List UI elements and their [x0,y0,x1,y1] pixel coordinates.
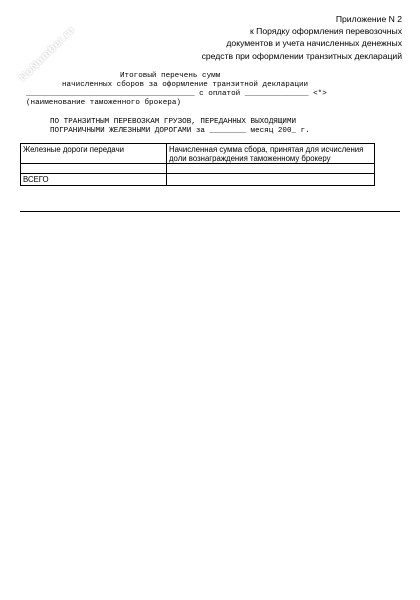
form-subtitle-line-1: ПО ТРАНЗИТНЫМ ПЕРЕВОЗКАМ ГРУЗОВ, ПЕРЕДАННЫХ ВЫХОДЯЩИМИ [50,118,297,126]
appendix-line-1: Приложение N 2 [335,14,402,24]
table-cell [21,164,167,174]
form-title-line-2: начисленных сборов за оформление транзитной декларации [62,81,309,89]
column-header-amount: Начисленная сумма сбора, принятая для исчисления доли вознаграждения таможенному брокеру [167,144,375,164]
footnote-divider [20,211,400,212]
broker-fill-line: _____________________________________ с оплатой ______________ <*> [26,90,327,98]
table-total-row [21,174,375,185]
broker-fill-caption: (наименование таможенного брокера) [26,99,181,107]
appendix-line-2: к Порядку оформления перевозочных [250,26,402,37]
total-value [167,174,375,185]
column-header-railways: Железные дороги передачи [21,144,167,164]
watermark-text: NoNumber.ru [16,23,78,85]
appendix-header [202,13,402,62]
table-header-row [21,144,375,164]
appendix-line-4: средств при оформлении транзитных деклараций [201,50,402,61]
form-subtitle-line-2: ПОГРАНИЧНЫМИ ЖЕЛЕЗНЫМИ ДОРОГАМИ за ________ месяц 200_ г. [50,127,310,135]
table-cell [167,164,375,174]
table-row [21,164,375,174]
appendix-line-3: документов и учета начисленных денежных [226,38,402,49]
total-label: ВСЕГО [21,174,167,185]
form-title-line-1: Итоговый перечень сумм [120,72,221,80]
charges-table [20,143,375,186]
